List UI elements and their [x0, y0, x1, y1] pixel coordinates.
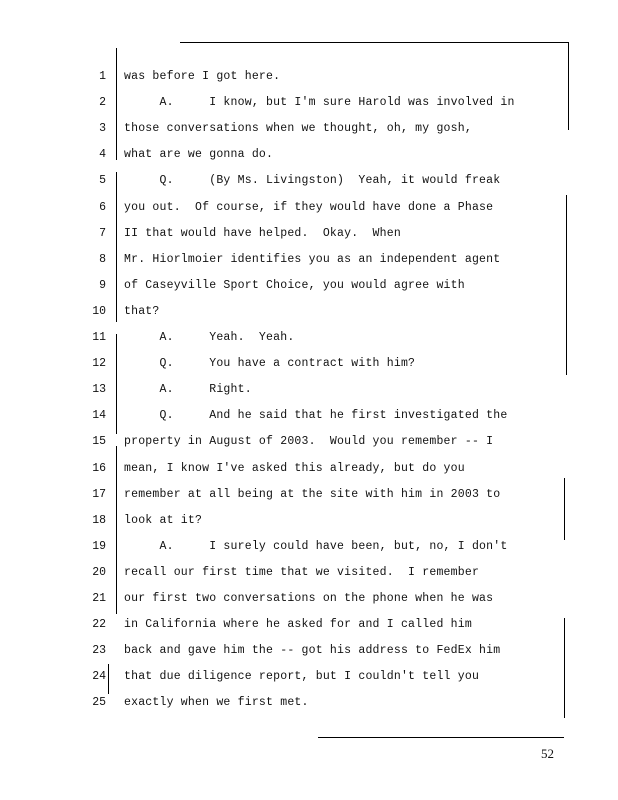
transcript-line-text: back and gave him the -- got his address to FedEx him	[124, 644, 501, 657]
transcript-line-text: II that would have helped. Okay. When	[124, 227, 401, 240]
line-number: 18	[92, 514, 106, 527]
line-number: 3	[99, 122, 106, 135]
transcript-line-text: exactly when we first met.	[124, 696, 309, 709]
top-border-line	[180, 42, 568, 43]
left-margin-line	[116, 172, 117, 322]
transcript-line-text: remember at all being at the site with him in 2003 to	[124, 488, 501, 501]
transcript-line-text: our first two conversations on the phone when he was	[124, 592, 494, 605]
transcript-line-text: recall our first time that we visited. I remember	[124, 566, 480, 579]
line-number: 16	[92, 462, 106, 475]
line-number: 10	[92, 305, 106, 318]
line-number: 6	[99, 201, 106, 214]
line-number: 7	[99, 227, 106, 240]
line-number: 22	[92, 618, 106, 631]
line-number: 17	[92, 488, 106, 501]
line-number: 24	[92, 670, 106, 683]
line-number: 15	[92, 435, 106, 448]
transcript-line-text: look at it?	[124, 514, 203, 527]
line-number: 4	[99, 148, 106, 161]
transcript-line-text: mean, I know I've asked this already, but do you	[124, 462, 465, 475]
line-number: 5	[99, 174, 106, 187]
line-number: 2	[99, 96, 106, 109]
transcript-line-text: property in August of 2003. Would you remember -- I	[124, 435, 494, 448]
line-number: 21	[92, 592, 106, 605]
transcript-line-text: that?	[124, 305, 160, 318]
left-margin-line	[116, 446, 117, 614]
line-number: 1	[99, 70, 106, 83]
line-number: 14	[92, 409, 106, 422]
transcript-line-text: was before I got here.	[124, 70, 281, 83]
left-margin-line	[116, 334, 117, 434]
line-number: 8	[99, 253, 106, 266]
line-number: 25	[92, 696, 106, 709]
left-margin-line	[116, 48, 117, 160]
right-border-line	[564, 478, 565, 540]
line-number: 20	[92, 566, 106, 579]
transcript-line-text: Mr. Hiorlmoier identifies you as an independent agent	[124, 253, 501, 266]
transcript-line-text: A. I surely could have been, but, no, I don't	[124, 540, 508, 553]
left-margin-line	[108, 664, 109, 694]
transcript-line-text: of Caseyville Sport Choice, you would agree with	[124, 279, 465, 292]
line-number: 9	[99, 279, 106, 292]
right-border-line	[566, 195, 567, 375]
line-number: 12	[92, 357, 106, 370]
right-border-line	[568, 42, 569, 130]
transcript-line-text: that due diligence report, but I couldn't tell you	[124, 670, 480, 683]
line-number: 23	[92, 644, 106, 657]
page-number: 52	[541, 746, 554, 761]
line-number: 13	[92, 383, 106, 396]
transcript-line-text: Q. And he said that he first investigated the	[124, 409, 508, 422]
right-border-line	[564, 618, 565, 718]
bottom-border-line	[318, 737, 564, 738]
line-number: 11	[92, 331, 106, 344]
transcript-line-text: those conversations when we thought, oh, my gosh,	[124, 122, 472, 135]
transcript-line-text: in California where he asked for and I called him	[124, 618, 472, 631]
line-number: 19	[92, 540, 106, 553]
transcript-line-text: A. I know, but I'm sure Harold was involved in	[124, 96, 515, 109]
transcript-line-text: A. Yeah. Yeah.	[124, 331, 295, 344]
transcript-line-text: A. Right.	[124, 383, 252, 396]
transcript-line-text: Q. (By Ms. Livingston) Yeah, it would freak	[124, 174, 501, 187]
transcript-line-text: Q. You have a contract with him?	[124, 357, 416, 370]
transcript-line-text: you out. Of course, if they would have done a Phase	[124, 201, 494, 214]
transcript-line-text: what are we gonna do.	[124, 148, 274, 161]
